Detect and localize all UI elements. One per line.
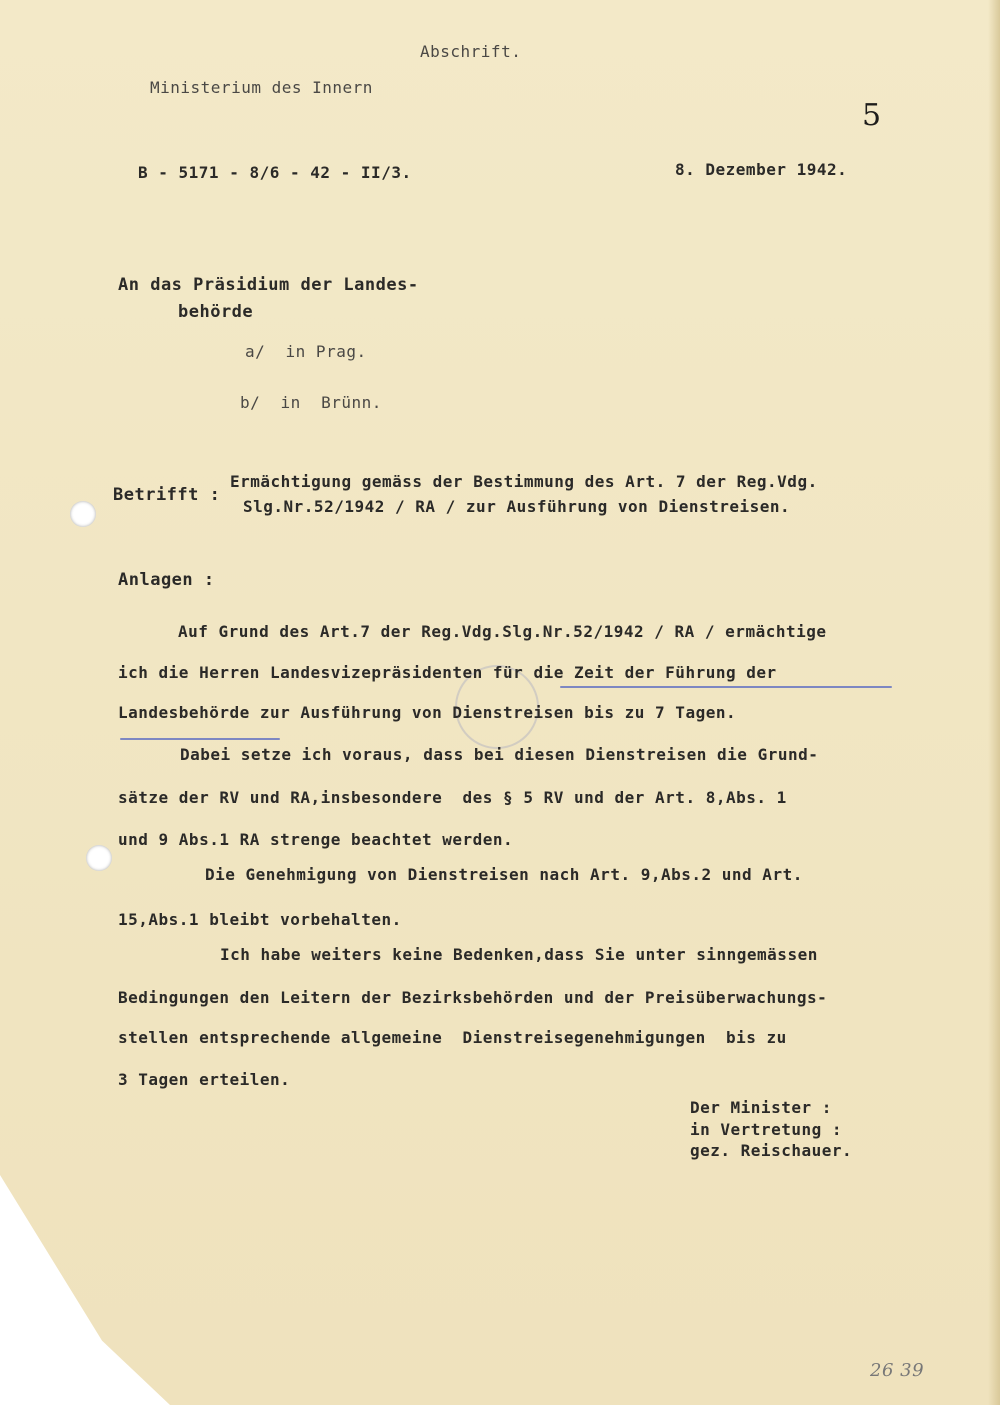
body-p1-line2: ich die Herren Landesvizepräsidenten für die Zeit der Führung der: [118, 663, 777, 682]
body-p3-line2: 15,Abs.1 bleibt vorbehalten.: [118, 910, 402, 929]
torn-corner: [0, 1175, 170, 1405]
document-date: 8. Dezember 1942.: [675, 160, 848, 179]
addressee-a: a/ in Prag.: [245, 342, 367, 361]
subject-line2: Slg.Nr.52/1942 / RA / zur Ausführung von Dienstreisen.: [243, 497, 791, 516]
addressee-line1: An das Präsidium der Landes-: [118, 275, 419, 295]
ministry-name: Ministerium des Innern: [150, 78, 373, 97]
signature-line1: Der Minister :: [690, 1098, 832, 1117]
body-p2-line1: Dabei setze ich voraus, dass bei diesen Dienstreisen die Grund-: [180, 745, 819, 764]
signature-line2: in Vertretung :: [690, 1120, 842, 1139]
body-p4-line4: 3 Tagen erteilen.: [118, 1070, 291, 1089]
page-number: 5: [862, 98, 882, 133]
body-p1-line1: Auf Grund des Art.7 der Reg.Vdg.Slg.Nr.52/1942 / RA / ermächtige: [178, 622, 827, 641]
punch-hole-bottom: [86, 845, 112, 871]
body-p1-line3: Landesbehörde zur Ausführung von Dienstreisen bis zu 7 Tagen.: [118, 703, 737, 722]
page-edge-shadow: [988, 0, 1000, 1405]
punch-hole-top: [70, 501, 96, 527]
body-p4-line1: Ich habe weiters keine Bedenken,dass Sie unter sinngemässen: [220, 945, 818, 964]
signature-line3: gez. Reischauer.: [690, 1141, 853, 1160]
body-p3-line1: Die Genehmigung von Dienstreisen nach Art. 9,Abs.2 und Art.: [205, 865, 803, 884]
copy-mark: Abschrift.: [420, 42, 522, 61]
addressee-line2: behörde: [178, 302, 254, 322]
addressee-b: b/ in Brünn.: [240, 393, 382, 412]
body-p4-line3: stellen entsprechende allgemeine Dienstreisegenehmigungen bis zu: [118, 1028, 787, 1047]
archive-pencil-note: 26 39: [870, 1360, 925, 1381]
subject-line1: Ermächtigung gemäss der Bestimmung des Art. 7 der Reg.Vdg.: [230, 472, 818, 491]
reference-number: B - 5171 - 8/6 - 42 - II/3.: [138, 163, 412, 182]
pencil-underline-1: [560, 686, 892, 688]
pencil-underline-2: [120, 738, 280, 740]
subject-label: Betrifft :: [113, 485, 221, 505]
body-p2-line3: und 9 Abs.1 RA strenge beachtet werden.: [118, 830, 514, 849]
attachments-label: Anlagen :: [118, 570, 215, 590]
body-p2-line2: sätze der RV und RA,insbesondere des § 5 RV und der Art. 8,Abs. 1: [118, 788, 787, 807]
body-p4-line2: Bedingungen den Leitern der Bezirksbehörden und der Preisüberwachungs-: [118, 988, 828, 1007]
